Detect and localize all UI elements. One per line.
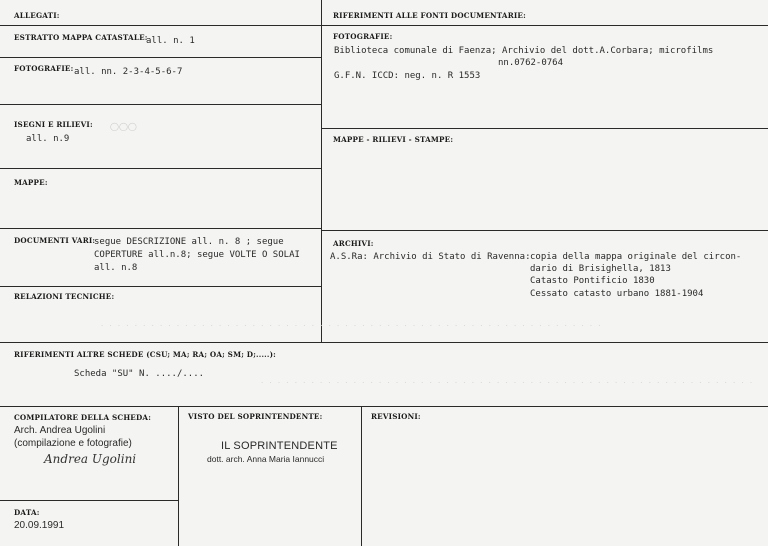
- disegni-rilievi-label: ISEGNI E RILIEVI:: [14, 120, 93, 129]
- faint-stamp-icon: ◯◯◯: [110, 122, 137, 131]
- riferimenti-fonti-label: RIFERIMENTI ALLE FONTI DOCUMENTARIE:: [333, 11, 526, 20]
- compilatore-label: COMPILATORE DELLA SCHEDA:: [14, 413, 152, 422]
- data-label: DATA:: [14, 508, 40, 517]
- archivi-label: ARCHIVI:: [333, 239, 374, 248]
- fonti-fotografie-line-3: G.F.N. ICCD: neg. n. R 1553: [334, 71, 481, 81]
- documenti-line-1: segue DESCRIZIONE all. n. 8 ; segue: [94, 237, 284, 247]
- documenti-vari-label: DOCUMENTI VARI:: [14, 236, 96, 245]
- bleed-through-mark: . . . . . . . . . . . . . . . . . . . . . . . . . . . . . . . . . . . . . . . . . . . . . . . . . . . . . . . . . . . .: [100, 320, 602, 328]
- allegati-label: ALLEGATI:: [14, 11, 60, 20]
- documenti-line-2: COPERTURE all.n.8; segue VOLTE O SOLAI: [94, 250, 300, 260]
- fotografie-label: FOTOGRAFIE:: [14, 64, 74, 73]
- soprintendente-title: IL SOPRINTENDENTE: [221, 440, 338, 452]
- revisioni-label: REVISIONI:: [371, 412, 421, 421]
- rule-left-5: [0, 228, 321, 229]
- altre-schede-value: Scheda "SU" N. ..../....: [74, 369, 205, 379]
- fotografie-value: all. nn. 2-3-4-5-6-7: [74, 67, 183, 77]
- fonti-fotografie-label: FOTOGRAFIE:: [333, 32, 393, 41]
- bottom-divider-1: [178, 406, 179, 546]
- soprintendente-name: dott. arch. Anna Maria Iannucci: [207, 454, 325, 464]
- mappe-label: MAPPE:: [14, 178, 48, 187]
- relazioni-tecniche-label: RELAZIONI TECNICHE:: [14, 292, 115, 301]
- altre-schede-label: RIFERIMENTI ALTRE SCHEDE (CSU; MA; RA; OA; SM; D;.....):: [14, 350, 277, 359]
- rule-right-2: [321, 128, 768, 129]
- mappe-rilievi-stampe-label: MAPPE - RILIEVI - STAMPE:: [333, 135, 454, 144]
- rule-left-4: [0, 168, 321, 169]
- archivi-line-4: Cessato catasto urbano 1881-1904: [530, 289, 704, 299]
- rule-left-2: [0, 57, 321, 58]
- disegni-rilievi-value: all. n.9: [26, 134, 70, 144]
- data-value: 20.09.1991: [14, 520, 65, 531]
- rule-left-3: [0, 104, 321, 105]
- fonti-fotografie-line-1: Biblioteca comunale di Faenza; Archivio del dott.A.Corbara; microfilms: [334, 46, 714, 56]
- archivi-line-2: dario di Brisighella, 1813: [530, 264, 671, 274]
- estratto-mappa-label: ESTRATTO MAPPA CATASTALE:: [14, 33, 148, 42]
- rule-full-1: [0, 342, 768, 343]
- rule-data: [0, 500, 178, 501]
- archivi-prefix: A.S.Ra: Archivio di Stato di Ravenna:: [330, 252, 531, 262]
- archivi-line-3: Catasto Pontificio 1830: [530, 276, 655, 286]
- archivi-line-1: copia della mappa originale del circon-: [530, 252, 742, 262]
- rule-full-2: [0, 406, 768, 407]
- fonti-fotografie-line-2: nn.0762-0764: [498, 58, 564, 68]
- visto-label: VISTO DEL SOPRINTENDENTE:: [188, 412, 323, 421]
- rule-left-6: [0, 286, 321, 287]
- bleed-through-mark: . . . . . . . . . . . . . . . . . . . . . . . . . . . . . . . . . . . . . . . . . . . . . . . . . . . . . . . . . . .: [260, 377, 754, 385]
- compilatore-name: Arch. Andrea Ugolini: [14, 425, 106, 436]
- rule-right-3: [321, 230, 768, 231]
- rule-right-1: [321, 25, 768, 26]
- rule-left-1: [0, 25, 321, 26]
- signature: [44, 452, 136, 466]
- signature-text: Andrea Ugolini: [44, 452, 137, 466]
- center-divider: [321, 0, 322, 342]
- bottom-divider-2: [361, 406, 362, 546]
- estratto-mappa-value: all. n. 1: [146, 36, 195, 46]
- documenti-line-3: all. n.8: [94, 263, 138, 273]
- compilatore-role: (compilazione e fotografie): [14, 438, 132, 449]
